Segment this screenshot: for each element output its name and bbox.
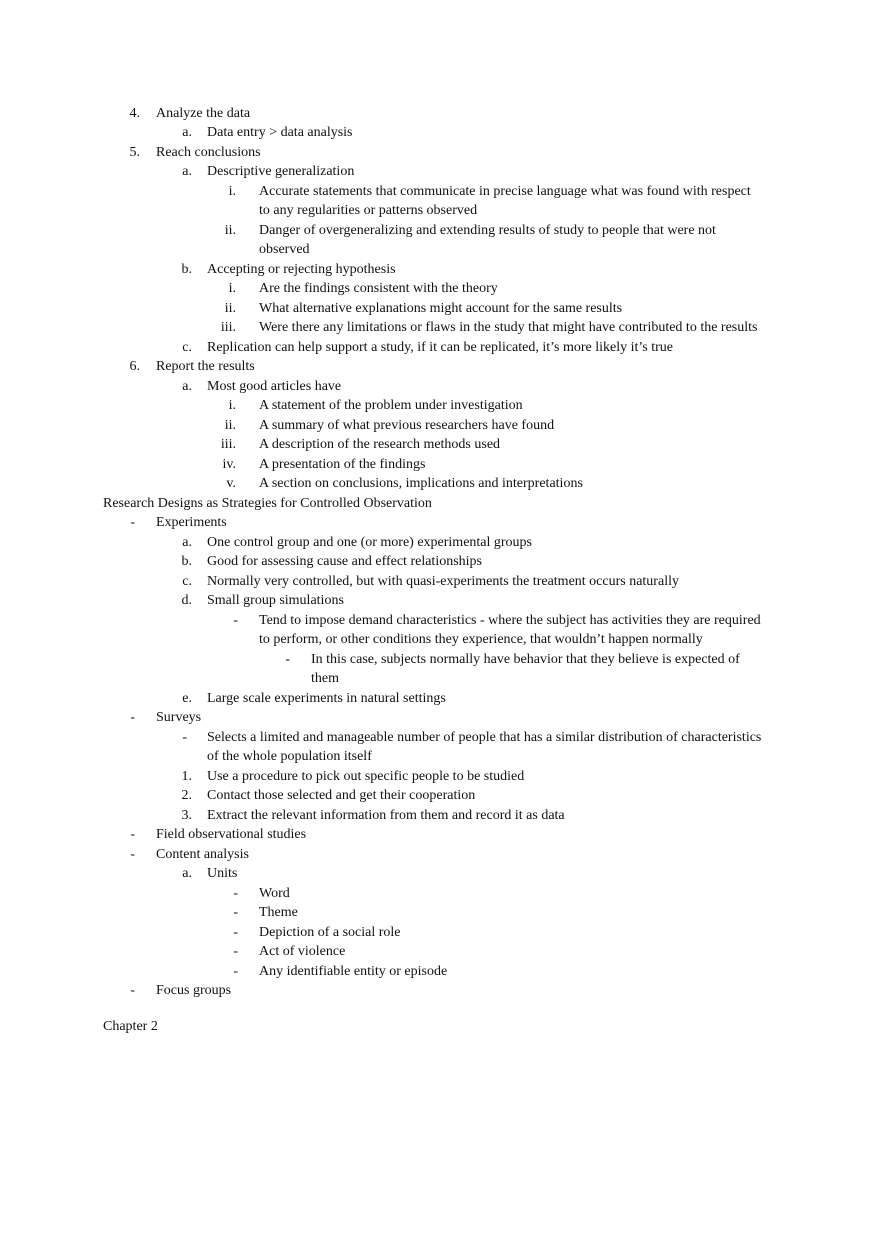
list-item (0, 786, 880, 806)
list-text: Units (207, 866, 238, 881)
list-item (0, 474, 880, 494)
list-text: Surveys (156, 710, 202, 725)
list-marker: 4. (129, 106, 140, 121)
list-marker: e. (182, 691, 192, 706)
list-item (0, 318, 880, 338)
list-item (0, 552, 880, 572)
list-marker: - (233, 925, 238, 940)
list-text: Experiments (156, 515, 227, 530)
list-text: Most good articles have (207, 379, 342, 394)
list-item (0, 143, 880, 163)
list-item (0, 123, 880, 143)
list-item (0, 240, 880, 260)
list-marker: - (233, 613, 238, 628)
list-marker: - (130, 983, 135, 998)
list-marker: a. (182, 379, 192, 394)
list-text: Descriptive generalization (207, 164, 355, 179)
list-text: One control group and one (or more) experimental groups (207, 535, 533, 550)
list-item (0, 533, 880, 553)
list-item (0, 104, 880, 124)
list-item (0, 377, 880, 397)
list-marker: b. (181, 554, 192, 569)
list-marker: iii. (220, 320, 236, 335)
list-item (0, 221, 880, 241)
list-marker: - (130, 710, 135, 725)
list-text: A presentation of the findings (259, 457, 426, 472)
list-marker: iv. (222, 457, 236, 472)
list-marker: 2. (181, 788, 192, 803)
list-text: to any regularities or patterns observed (259, 203, 478, 218)
list-item (0, 338, 880, 358)
list-text: In this case, subjects normally have behavior that they believe is expected of (311, 652, 740, 667)
list-item (0, 396, 880, 416)
list-text: Accepting or rejecting hypothesis (207, 262, 396, 277)
list-item (0, 357, 880, 377)
list-item (0, 572, 880, 592)
list-marker: - (233, 886, 238, 901)
list-marker: v. (226, 476, 236, 491)
list-item (0, 260, 880, 280)
list-item (0, 864, 880, 884)
list-item (0, 981, 880, 1001)
list-text: Tend to impose demand characteristics - where the subject has activities they are required (259, 613, 761, 628)
list-marker: a. (182, 866, 192, 881)
list-item (0, 591, 880, 611)
list-text: Report the results (156, 359, 255, 374)
list-marker: 6. (129, 359, 140, 374)
list-item (0, 201, 880, 221)
list-marker: a. (182, 125, 192, 140)
list-text: A description of the research methods used (259, 437, 501, 452)
list-text: Normally very controlled, but with quasi-experiments the treatment occurs naturally (207, 574, 679, 589)
list-marker: i. (228, 398, 236, 413)
list-marker: iii. (220, 437, 236, 452)
list-item (0, 767, 880, 787)
list-text: A section on conclusions, implications and interpretations (259, 476, 583, 491)
list-text: them (311, 671, 339, 686)
list-item (0, 416, 880, 436)
list-item (0, 845, 880, 865)
list-text: Replication can help support a study, if it can be replicated, it’s more likely it’s true (207, 340, 674, 355)
list-text: Accurate statements that communicate in precise language what was found with respect (259, 184, 751, 199)
list-marker: c. (182, 340, 192, 355)
list-item (0, 884, 880, 904)
list-text: Were there any limitations or flaws in the study that might have contributed to the results (259, 320, 758, 335)
list-text: Selects a limited and manageable number of people that has a similar distribution of characteristics (207, 730, 762, 745)
list-item (0, 182, 880, 202)
list-item (0, 747, 880, 767)
list-item (0, 923, 880, 943)
list-text: Act of violence (259, 944, 346, 959)
list-text: Field observational studies (156, 827, 307, 842)
list-marker: d. (181, 593, 192, 608)
list-marker: i. (228, 281, 236, 296)
list-marker: ii. (224, 301, 236, 316)
list-item (0, 942, 880, 962)
list-text: Content analysis (156, 847, 249, 862)
list-item (0, 611, 880, 631)
list-text: Chapter 2 (103, 1019, 158, 1034)
list-marker: b. (181, 262, 192, 277)
list-text: Research Designs as Strategies for Controlled Observation (103, 496, 432, 511)
list-text: Data entry > data analysis (207, 125, 353, 140)
list-text: Focus groups (156, 983, 232, 998)
list-marker: 3. (181, 808, 192, 823)
list-item (0, 162, 880, 182)
list-item (0, 455, 880, 475)
list-text: Small group simulations (207, 593, 344, 608)
list-item (0, 669, 880, 689)
list-text: Good for assessing cause and effect relationships (207, 554, 482, 569)
list-marker: ii. (224, 418, 236, 433)
list-text: Danger of overgeneralizing and extending results of study to people that were not (259, 223, 716, 238)
list-item (0, 728, 880, 748)
list-text: Theme (259, 905, 298, 920)
list-marker: c. (182, 574, 192, 589)
list-item (0, 650, 880, 670)
list-text: Word (259, 886, 290, 901)
list-marker: 5. (129, 145, 140, 160)
list-marker: - (130, 515, 135, 530)
list-item (0, 806, 880, 826)
list-text: A summary of what previous researchers have found (259, 418, 555, 433)
list-item (0, 279, 880, 299)
list-marker: - (130, 827, 135, 842)
list-marker: a. (182, 164, 192, 179)
list-item (0, 630, 880, 650)
list-text: Extract the relevant information from them and record it as data (207, 808, 565, 823)
list-item (0, 903, 880, 923)
list-item (0, 299, 880, 319)
section-heading (0, 494, 880, 514)
list-item (0, 689, 880, 709)
list-item (0, 513, 880, 533)
list-marker: - (233, 905, 238, 920)
list-text: A statement of the problem under investigation (259, 398, 523, 413)
list-text: of the whole population itself (207, 749, 372, 764)
list-marker: - (233, 964, 238, 979)
list-item (0, 825, 880, 845)
list-text: Large scale experiments in natural settings (207, 691, 446, 706)
list-item (0, 962, 880, 982)
list-text: Any identifiable entity or episode (259, 964, 448, 979)
list-marker: - (285, 652, 290, 667)
list-text: Reach conclusions (156, 145, 261, 160)
list-marker: ii. (224, 223, 236, 238)
list-marker: - (130, 847, 135, 862)
list-text: observed (259, 242, 310, 257)
list-marker: - (182, 730, 187, 745)
list-text: Analyze the data (156, 106, 251, 121)
list-text: Contact those selected and get their cooperation (207, 788, 476, 803)
list-text: Use a procedure to pick out specific people to be studied (207, 769, 525, 784)
chapter-label (0, 1017, 880, 1037)
list-marker: 1. (181, 769, 192, 784)
list-text: What alternative explanations might account for the same results (259, 301, 623, 316)
list-marker: - (233, 944, 238, 959)
list-item (0, 708, 880, 728)
list-marker: a. (182, 535, 192, 550)
list-text: Are the findings consistent with the theory (259, 281, 498, 296)
list-text: to perform, or other conditions they experience, that wouldn’t happen normally (259, 632, 703, 647)
list-item (0, 435, 880, 455)
list-text: Depiction of a social role (259, 925, 401, 940)
list-marker: i. (228, 184, 236, 199)
